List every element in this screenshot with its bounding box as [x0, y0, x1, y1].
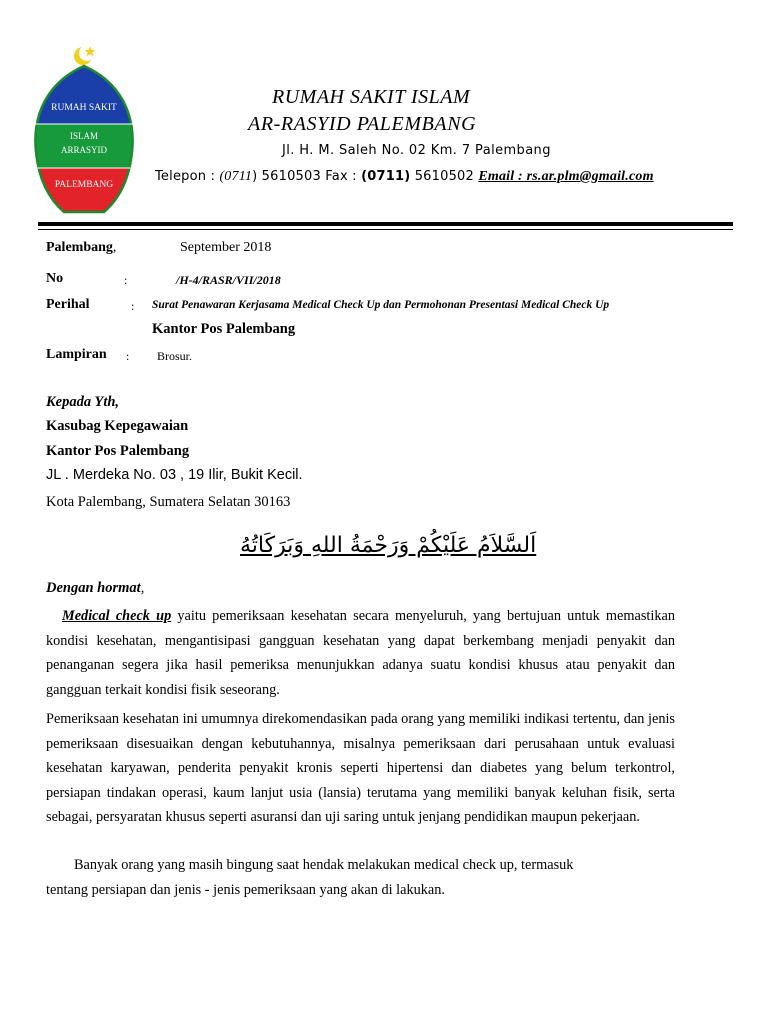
body-paragraph-1 [46, 604, 675, 702]
opening-line [46, 580, 144, 597]
fax-number: 5610502 [410, 169, 479, 184]
hospital-name-line2: AR-RASYID PALEMBANG [248, 113, 477, 135]
body-paragraph-1-text: yaitu pemeriksaan kesehatan secara menyeluruh, yang bertujuan untuk memastikan kondisi kesehatan, mengantisipasi gangguan kesehatan yang dapat berkembang menjadi penyakit dan penanganan segera jika hasil pemeriksa menunjukkan adanya suatu kondisi khusus atau penyakit dan gangguan terkait kondisi fisik seseorang. [46, 608, 675, 698]
lampiran-label: Lampiran [46, 347, 107, 362]
body-paragraph-3-line-1: Banyak orang yang masih bingung saat hendak melakukan medical check up, termasuk [74, 857, 574, 873]
fax-area-code: (0711) [361, 169, 411, 184]
perihal-label: Perihal [46, 297, 90, 312]
logo-middle-label-1: ISLAM [69, 131, 99, 141]
contact-line [155, 169, 654, 185]
place-comma: , [112, 240, 117, 255]
recipient-title: Kasubag Kepegawaian [46, 418, 189, 434]
hospital-address: Jl. H. M. Saleh No. 02 Km. 7 Palembang [282, 143, 551, 158]
perihal-colon: : [131, 299, 135, 313]
recipient-greeting: Kepada Yth, [46, 394, 120, 410]
letter-date: September 2018 [180, 240, 272, 255]
body-paragraph-2: Pemeriksaan kesehatan ini umumnya direkomendasikan pada orang yang memiliki indikasi tertentu, dan jenis pemeriksaan disesuaikan dengan kebutuhannya, misalnya pemeriksaan dari perusahaan untuk evaluasi kesehatan karyawan, penderita penyakit kronis seperti hipertensi dan diabetes yang belum terkontrol, persiapan tindakan operasi, kaum lanjut usia (lansia) terutama yang memiliki banyak keluhan fisik, serta sebagai, persyaratan khusus seperti asuransi dan uji saring untuk jenjang pendidikan maupun pekerjaan. [46, 711, 675, 826]
medical-check-up-term: Medical check up [62, 608, 172, 624]
logo-bottom-label: PALEMBANG [54, 180, 114, 190]
hospital-name-line1: RUMAH SAKIT ISLAM [272, 86, 471, 108]
no-label: No [46, 271, 64, 286]
recipient-org: Kantor Pos Palembang [46, 443, 190, 459]
email-link[interactable]: Email : rs.ar.plm@gmail.com [478, 169, 654, 184]
lampiran-colon: : [126, 349, 130, 363]
no-colon: : [124, 273, 128, 287]
logo-middle-label-2: ARRASYID [60, 145, 108, 155]
recipient-city: Kota Palembang, Sumatera Selatan 30163 [46, 494, 291, 510]
opening: Dengan hormat [46, 580, 141, 596]
perihal-value-2: Kantor Pos Palembang [152, 321, 296, 337]
place: Palembang [46, 240, 113, 255]
header-divider-thin [38, 229, 733, 230]
header-divider-thick [38, 222, 733, 226]
phone-label: Telepon : [155, 169, 220, 184]
letter-number: /H-4/RASR/VII/2018 [176, 273, 281, 287]
body-paragraph-3-line-2: tentang persiapan dan jenis - jenis pemeriksaan yang akan di lakukan. [46, 882, 445, 898]
opening-comma: , [140, 580, 145, 596]
arabic-salutation: اَلسَّلاَمُ عَلَيْكُمْ وَرَحْمَةُ اللهِ وَبَرَكَاتُهُ [240, 533, 537, 558]
phone-area-code: (0711 [219, 169, 253, 184]
hospital-logo [26, 44, 142, 219]
phone-number: 5610503 Fax : [257, 169, 362, 184]
perihal-value: Surat Penawaran Kerjasama Medical Check Up dan Permohonan Presentasi Medical Check Up [152, 299, 610, 311]
crescent-star-icon [74, 45, 96, 68]
phone-area-close: ) [252, 169, 258, 184]
logo-top-label: RUMAH SAKIT [51, 103, 117, 113]
place-line [46, 240, 116, 256]
recipient-street: JL . Merdeka No. 03 , 19 Ilir, Bukit Kecil. [46, 467, 303, 483]
lampiran-value: Brosur. [157, 349, 193, 363]
